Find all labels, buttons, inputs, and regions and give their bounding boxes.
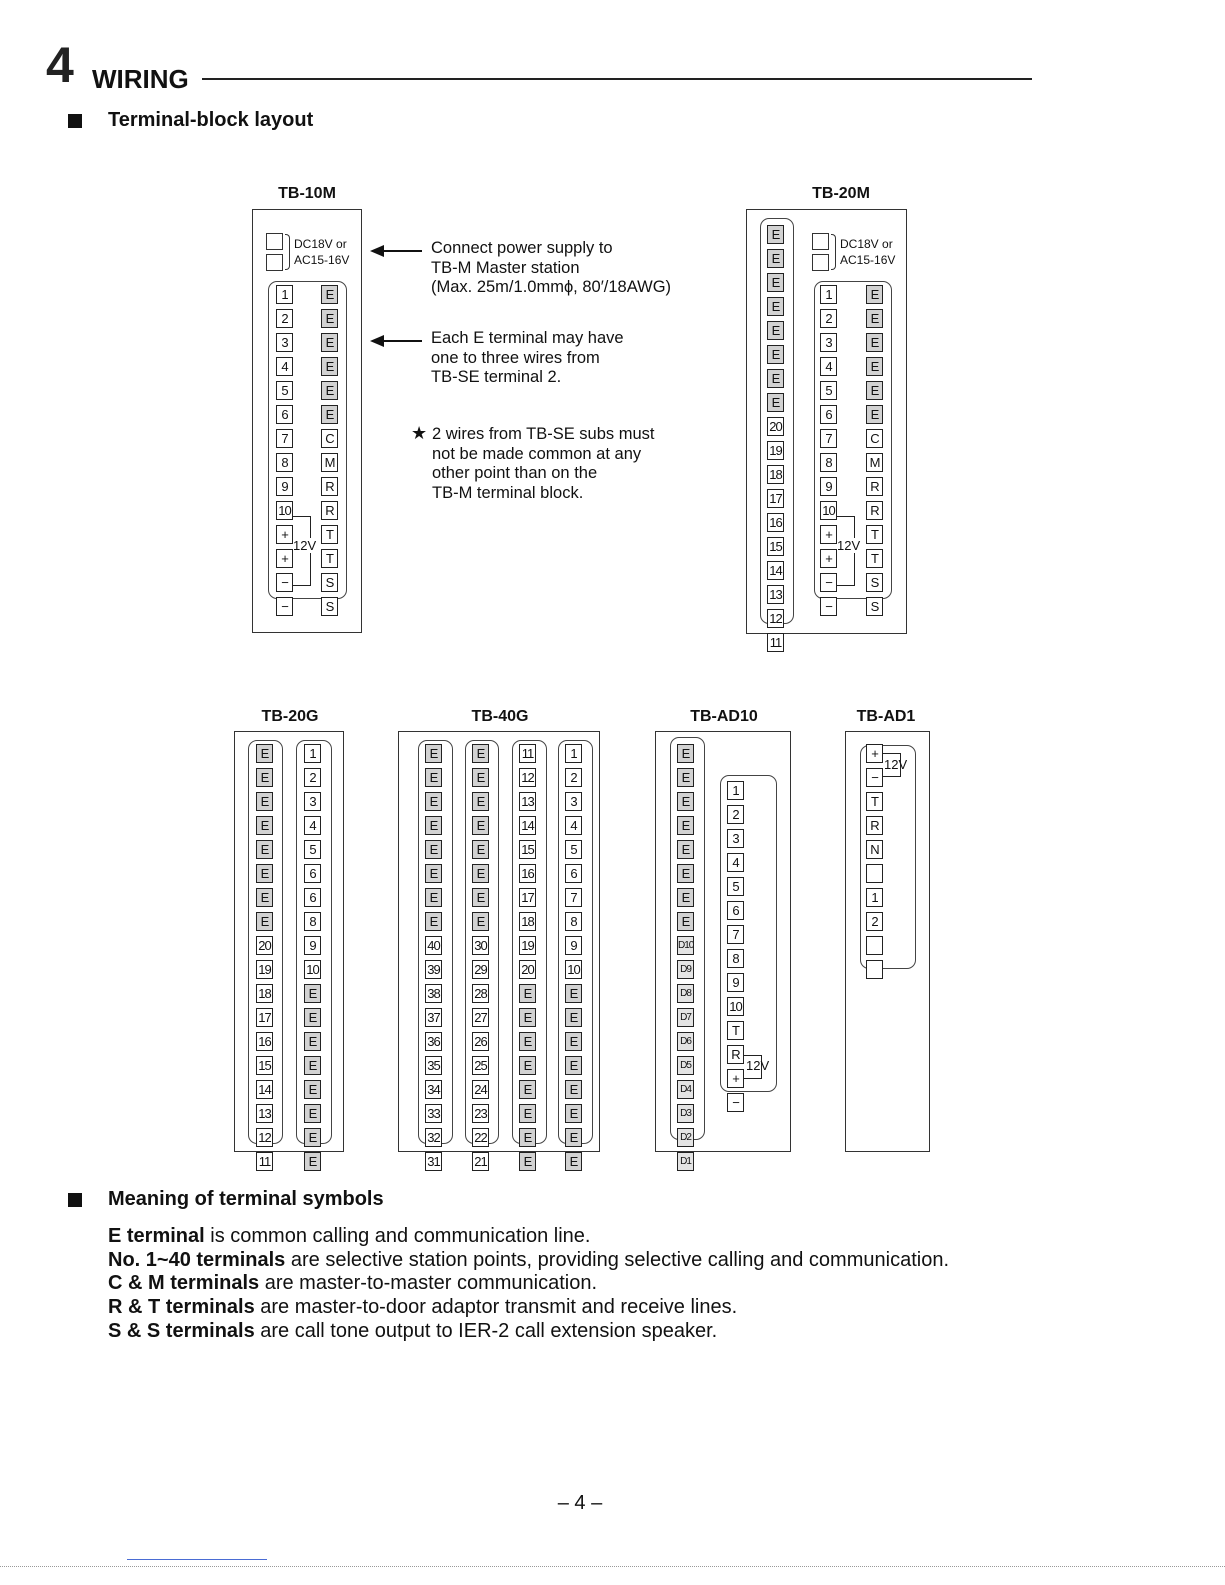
power-label-ac: AC15-16V (840, 253, 896, 267)
note-line: TB-M terminal block. (432, 483, 584, 502)
meaning-line (108, 1248, 949, 1272)
terminal-blank (866, 960, 883, 979)
terminal: 33 (425, 1104, 442, 1123)
terminal: 18 (767, 465, 784, 484)
terminal: E (256, 864, 273, 883)
terminal: E (256, 912, 273, 931)
terminal: E (321, 381, 338, 400)
terminal: 39 (425, 960, 442, 979)
terminal: E (321, 309, 338, 328)
terminal: 29 (472, 960, 489, 979)
terminal: E (866, 285, 883, 304)
terminal: 38 (425, 984, 442, 1003)
terminal: 9 (304, 936, 321, 955)
terminal: 4 (727, 853, 744, 872)
terminal: 27 (472, 1008, 489, 1027)
terminal: 1 (304, 744, 321, 763)
terminal: + (727, 1069, 744, 1088)
terminal: 2 (304, 768, 321, 787)
term-description: are master-to-master communication. (259, 1272, 598, 1294)
terminal: 17 (256, 1008, 273, 1027)
terminal: 22 (472, 1128, 489, 1147)
terminal: 8 (727, 949, 744, 968)
terminal: 8 (565, 912, 582, 931)
power-terminal (812, 254, 829, 271)
term-name: R & T terminals (108, 1296, 255, 1318)
terminal: E (425, 768, 442, 787)
power-label-ac: AC15-16V (294, 253, 350, 267)
terminal: E (256, 792, 273, 811)
terminal: E (304, 1008, 321, 1027)
tbad10-column-1 (677, 744, 694, 1171)
terminal: 6 (820, 405, 837, 424)
power-terminal (266, 254, 283, 271)
terminal: E (472, 744, 489, 763)
terminal: D5 (677, 1056, 694, 1075)
terminal: E (321, 285, 338, 304)
terminal: 25 (472, 1056, 489, 1075)
terminal: 13 (256, 1104, 273, 1123)
terminal: 36 (425, 1032, 442, 1051)
note-line: TB-M Master station (431, 258, 580, 277)
terminal: 7 (727, 925, 744, 944)
terminal: E (472, 864, 489, 883)
terminal: E (565, 1008, 582, 1027)
tb40g-column-2 (472, 744, 489, 1171)
terminal: 5 (820, 381, 837, 400)
terminal: 6 (304, 888, 321, 907)
terminal: E (472, 768, 489, 787)
title-rule (202, 78, 1032, 80)
terminal: S (866, 597, 883, 616)
terminal: E (866, 381, 883, 400)
terminal: 10 (276, 501, 293, 520)
terminal: 2 (727, 805, 744, 824)
terminal: E (677, 768, 694, 787)
terminal: 12 (256, 1128, 273, 1147)
power-brace (831, 234, 836, 270)
terminal-blank (866, 864, 883, 883)
terminal: E (767, 321, 784, 340)
terminal: E (256, 888, 273, 907)
terminal: 11 (256, 1152, 273, 1171)
terminal: E (472, 888, 489, 907)
terminal: 16 (519, 864, 536, 883)
terminal: 6 (727, 901, 744, 920)
link-underline (127, 1559, 267, 1560)
bullet-icon (68, 1193, 82, 1207)
terminal: 10 (727, 997, 744, 1016)
terminal: D2 (677, 1128, 694, 1147)
terminal: E (321, 333, 338, 352)
terminal: E (677, 840, 694, 859)
tbad10-column-2 (727, 781, 744, 1112)
terminal: 11 (767, 633, 784, 652)
terminal: 9 (820, 477, 837, 496)
term-description: are call tone output to IER-2 call extension speaker. (254, 1320, 718, 1342)
terminal: D8 (677, 984, 694, 1003)
terminal: 7 (820, 429, 837, 448)
terminal: 4 (820, 357, 837, 376)
term-name: C & M terminals (108, 1272, 260, 1294)
terminal: 4 (304, 816, 321, 835)
terminal: E (472, 912, 489, 931)
terminal: R (866, 477, 883, 496)
terminal: 10 (820, 501, 837, 520)
terminal: E (321, 405, 338, 424)
terminal: E (256, 744, 273, 763)
subsection-title: Terminal-block layout (108, 109, 314, 131)
terminal: 13 (767, 585, 784, 604)
terminal: − (866, 768, 883, 787)
tb10m-label: TB-10M (278, 185, 336, 202)
terminal: E (677, 888, 694, 907)
terminal: 9 (565, 936, 582, 955)
terminal: E (767, 249, 784, 268)
terminal: 1 (866, 888, 883, 907)
terminal: E (519, 1128, 536, 1147)
note-line: not be made common at any (432, 444, 642, 463)
voltage-label: 12V (293, 538, 317, 553)
terminal: 14 (256, 1080, 273, 1099)
terminal: 26 (472, 1032, 489, 1051)
terminal: 18 (519, 912, 536, 931)
terminal: E (519, 1032, 536, 1051)
terminal: E (767, 273, 784, 292)
terminal: N (866, 840, 883, 859)
terminal: 32 (425, 1128, 442, 1147)
terminal: 17 (767, 489, 784, 508)
terminal: 14 (767, 561, 784, 580)
terminal: + (820, 525, 837, 544)
terminal: D7 (677, 1008, 694, 1027)
power-label-dc: DC18V or (294, 237, 347, 251)
terminal: R (321, 477, 338, 496)
terminal: 11 (519, 744, 536, 763)
terminal: E (519, 1152, 536, 1171)
terminal: 17 (519, 888, 536, 907)
terminal: E (304, 1152, 321, 1171)
terminal: E (256, 816, 273, 835)
terminal: E (519, 1104, 536, 1123)
terminal: 1 (565, 744, 582, 763)
tbad10-label: TB-AD10 (690, 708, 758, 725)
terminal: 15 (256, 1056, 273, 1075)
terminal: 1 (820, 285, 837, 304)
terminal: E (677, 912, 694, 931)
terminal: 8 (276, 453, 293, 472)
terminal: 6 (565, 864, 582, 883)
bullet-icon (68, 114, 82, 128)
terminal: 5 (565, 840, 582, 859)
page-number: – 4 – (557, 1492, 603, 1514)
terminal: 2 (866, 912, 883, 931)
warning-note (432, 425, 655, 503)
terminal: 30 (472, 936, 489, 955)
terminal: E (304, 984, 321, 1003)
terminal: 12 (767, 609, 784, 628)
terminal: 12 (519, 768, 536, 787)
terminal: E (866, 309, 883, 328)
terminal: − (276, 573, 293, 592)
tbad1-label: TB-AD1 (856, 708, 916, 725)
terminal: T (727, 1021, 744, 1040)
terminal: E (519, 1080, 536, 1099)
terminal: T (866, 549, 883, 568)
terminal: E (256, 768, 273, 787)
terminal: E (866, 405, 883, 424)
power-note (431, 239, 671, 298)
terminal: 35 (425, 1056, 442, 1075)
power-brace (285, 234, 290, 270)
terminal: 8 (820, 453, 837, 472)
terminal: E (304, 1080, 321, 1099)
arrow-left-icon (382, 340, 422, 342)
terminal: E (425, 864, 442, 883)
tb20m-left-column (820, 285, 837, 616)
meaning-line (108, 1295, 737, 1319)
terminal: 4 (565, 816, 582, 835)
star-icon: ★ (411, 423, 428, 443)
terminal: 3 (276, 333, 293, 352)
terminal: E (565, 1080, 582, 1099)
terminal: E (677, 744, 694, 763)
terminal: E (256, 840, 273, 859)
terminal: T (866, 525, 883, 544)
terminal: E (519, 1056, 536, 1075)
meaning-line (108, 1319, 717, 1343)
note-line: other point than on the (432, 464, 598, 482)
terminal: 6 (304, 864, 321, 883)
terminal: E (472, 792, 489, 811)
terminal: 5 (727, 877, 744, 896)
voltage-label: 12V (837, 538, 861, 553)
terminal: 3 (565, 792, 582, 811)
terminal: 2 (565, 768, 582, 787)
terminal: 7 (276, 429, 293, 448)
voltage-label: 12V (884, 757, 908, 772)
terminal: D9 (677, 960, 694, 979)
terminal: 21 (472, 1152, 489, 1171)
terminal: 24 (472, 1080, 489, 1099)
terminal: C (321, 429, 338, 448)
tb40g-column-1 (425, 744, 442, 1171)
terminal: 37 (425, 1008, 442, 1027)
terminal: E (565, 984, 582, 1003)
terminal: D10 (677, 936, 694, 955)
terminal: 3 (304, 792, 321, 811)
tb20m-label: TB-20M (812, 185, 870, 202)
terminal: E (767, 393, 784, 412)
terminal: E (677, 816, 694, 835)
terminal: E (565, 1128, 582, 1147)
terminal: E (425, 840, 442, 859)
term-name: No. 1~40 terminals (108, 1249, 286, 1271)
terminal: − (727, 1093, 744, 1112)
terminal: S (866, 573, 883, 592)
terminal: E (425, 816, 442, 835)
terminal: 15 (519, 840, 536, 859)
terminal: 9 (276, 477, 293, 496)
tb20m-right-column (866, 285, 883, 616)
e-terminal-note (431, 329, 624, 388)
terminal: E (866, 357, 883, 376)
terminal: E (767, 369, 784, 388)
terminal: D4 (677, 1080, 694, 1099)
terminal: 16 (767, 513, 784, 532)
terminal: 13 (519, 792, 536, 811)
tb20g-column-1 (256, 744, 273, 1171)
terminal: R (866, 501, 883, 520)
note-line: (Max. 25m/1.0mmϕ, 80′/18AWG) (431, 278, 672, 296)
terminal-blank (866, 936, 883, 955)
terminal: + (820, 549, 837, 568)
term-name: S & S terminals (108, 1320, 255, 1342)
terminal: 2 (820, 309, 837, 328)
section-title: WIRING (92, 64, 189, 94)
terminal: T (321, 549, 338, 568)
meaning-line (108, 1224, 590, 1248)
terminal: 2 (276, 309, 293, 328)
terminal: R (321, 501, 338, 520)
terminal: E (472, 816, 489, 835)
terminal: M (866, 453, 883, 472)
terminal: 16 (256, 1032, 273, 1051)
terminal: E (519, 1008, 536, 1027)
terminal: E (304, 1104, 321, 1123)
terminal: 40 (425, 936, 442, 955)
terminal: E (767, 345, 784, 364)
terminal: 19 (256, 960, 273, 979)
terminal: C (866, 429, 883, 448)
terminal: 19 (767, 441, 784, 460)
term-description: is common calling and communication line. (204, 1225, 591, 1247)
terminal: E (304, 1032, 321, 1051)
terminal: T (866, 792, 883, 811)
note-line: TB-SE terminal 2. (431, 368, 562, 386)
terminal: 15 (767, 537, 784, 556)
terminal: 6 (276, 405, 293, 424)
terminal: S (321, 573, 338, 592)
term-description: are master-to-door adaptor transmit and receive lines. (254, 1296, 738, 1318)
note-line: Connect power supply to (431, 239, 613, 257)
terminal: T (321, 525, 338, 544)
terminal: 7 (565, 888, 582, 907)
tb40g-label: TB-40G (471, 708, 529, 725)
terminal: 3 (820, 333, 837, 352)
tb20g-column-2 (304, 744, 321, 1171)
terminal: 9 (727, 973, 744, 992)
arrow-left-icon (382, 250, 422, 252)
terminal: E (425, 744, 442, 763)
section-number: 4 (46, 37, 74, 93)
terminal: E (565, 1032, 582, 1051)
terminal: E (425, 888, 442, 907)
terminal: 5 (276, 381, 293, 400)
tb10m-left-column (276, 285, 293, 616)
terminal: E (565, 1056, 582, 1075)
tb10m-right-column (321, 285, 338, 616)
terminal: E (321, 357, 338, 376)
terminal: E (425, 792, 442, 811)
terminal: R (727, 1045, 744, 1064)
terminal: 4 (276, 357, 293, 376)
terminal: − (820, 573, 837, 592)
tb40g-column-3 (519, 744, 536, 1171)
terminal: + (866, 744, 883, 763)
terminal: 28 (472, 984, 489, 1003)
terminal: + (276, 525, 293, 544)
terminal: D3 (677, 1104, 694, 1123)
meaning-line (108, 1271, 597, 1295)
terminal: 20 (519, 960, 536, 979)
terminal: 1 (276, 285, 293, 304)
terminal: S (321, 597, 338, 616)
tbad1-column-1 (866, 744, 883, 979)
terminal: 20 (256, 936, 273, 955)
terminal: 23 (472, 1104, 489, 1123)
terminal: 18 (256, 984, 273, 1003)
terminal: 8 (304, 912, 321, 931)
terminal: E (677, 792, 694, 811)
page-bottom-border (0, 1566, 1225, 1567)
terminal: E (677, 864, 694, 883)
meaning-heading: Meaning of terminal symbols (108, 1188, 384, 1210)
voltage-label: 12V (746, 1058, 770, 1073)
terminal: E (767, 225, 784, 244)
note-line: one to three wires from (431, 348, 600, 367)
terminal: + (276, 549, 293, 568)
terminal: E (425, 912, 442, 931)
terminal: 19 (519, 936, 536, 955)
terminal: E (767, 297, 784, 316)
terminal: 1 (727, 781, 744, 800)
terminal: 14 (519, 816, 536, 835)
term-name: E terminal (108, 1225, 205, 1247)
terminal: E (304, 1056, 321, 1075)
power-terminal (812, 233, 829, 250)
power-terminal (266, 233, 283, 250)
note-line: Each E terminal may have (431, 329, 624, 347)
tb20g-label: TB-20G (261, 708, 319, 725)
tb20m-outer-column (767, 225, 784, 652)
terminal: 31 (425, 1152, 442, 1171)
note-line: 2 wires from TB-SE subs must (432, 425, 655, 443)
terminal: 10 (565, 960, 582, 979)
terminal: 3 (727, 829, 744, 848)
terminal: − (820, 597, 837, 616)
terminal: E (565, 1104, 582, 1123)
terminal: D1 (677, 1152, 694, 1171)
terminal: E (565, 1152, 582, 1171)
terminal: 10 (304, 960, 321, 979)
terminal: E (472, 840, 489, 859)
terminal: E (519, 984, 536, 1003)
terminal: E (866, 333, 883, 352)
terminal: 20 (767, 417, 784, 436)
terminal: − (276, 597, 293, 616)
power-label-dc: DC18V or (840, 237, 893, 251)
terminal: E (304, 1128, 321, 1147)
terminal: 34 (425, 1080, 442, 1099)
terminal: R (866, 816, 883, 835)
terminal: 5 (304, 840, 321, 859)
tb40g-column-4 (565, 744, 582, 1171)
term-description: are selective station points, providing selective calling and communication. (285, 1249, 949, 1271)
terminal: D6 (677, 1032, 694, 1051)
terminal: M (321, 453, 338, 472)
